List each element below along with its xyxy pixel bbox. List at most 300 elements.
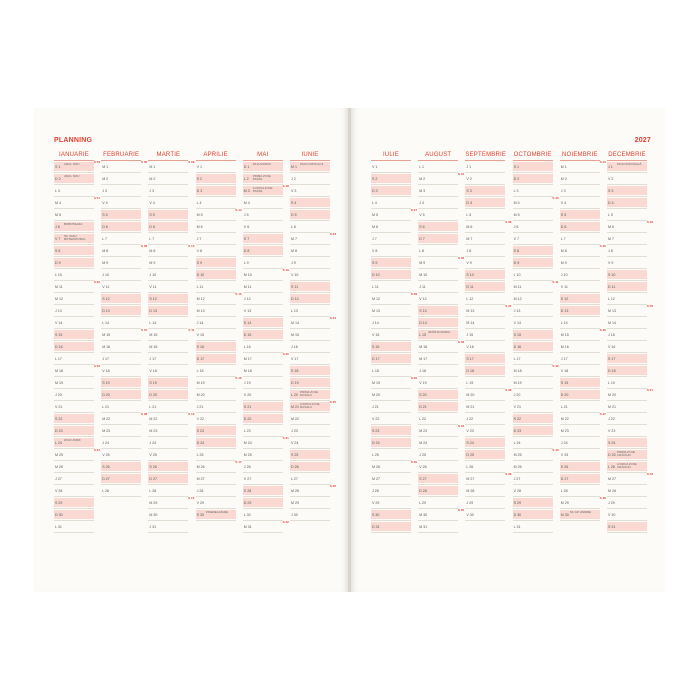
day-cell[interactable] <box>101 377 141 389</box>
day-cell[interactable] <box>371 281 411 293</box>
day-cell[interactable] <box>290 232 336 245</box>
day-cell[interactable] <box>513 413 553 425</box>
day-cell[interactable] <box>560 221 600 233</box>
day-cell[interactable] <box>418 197 458 209</box>
day-cell[interactable] <box>513 293 553 305</box>
day-cell[interactable] <box>101 401 141 413</box>
day-cell[interactable] <box>243 329 283 341</box>
day-cell[interactable] <box>465 461 505 473</box>
day-cell[interactable] <box>560 197 600 209</box>
day-cell[interactable] <box>290 497 330 509</box>
day-cell[interactable] <box>418 233 458 245</box>
day-cell[interactable] <box>465 220 512 233</box>
day-cell[interactable] <box>101 173 141 185</box>
day-cell[interactable] <box>465 257 505 269</box>
day-cell[interactable] <box>243 221 283 233</box>
day-cell[interactable] <box>290 365 330 377</box>
day-cell[interactable] <box>607 449 647 461</box>
day-cell[interactable] <box>513 341 553 353</box>
day-cell[interactable] <box>371 233 411 245</box>
day-cell[interactable] <box>148 377 188 389</box>
day-cell[interactable] <box>371 473 411 485</box>
day-cell[interactable] <box>371 521 411 533</box>
day-cell[interactable] <box>418 401 458 413</box>
day-cell[interactable] <box>513 401 553 413</box>
day-cell[interactable] <box>560 509 600 521</box>
day-cell[interactable] <box>560 293 600 305</box>
day-cell[interactable] <box>243 293 283 305</box>
day-cell[interactable] <box>243 352 289 365</box>
day-cell[interactable] <box>513 257 553 269</box>
day-cell[interactable] <box>54 509 94 521</box>
day-cell[interactable] <box>243 161 283 173</box>
day-cell[interactable] <box>371 317 411 329</box>
day-cell[interactable] <box>148 221 188 233</box>
day-cell[interactable] <box>371 365 411 377</box>
day-cell[interactable] <box>560 353 600 365</box>
day-cell[interactable] <box>418 449 458 461</box>
day-cell[interactable] <box>418 245 458 257</box>
day-cell[interactable] <box>513 437 553 449</box>
day-cell[interactable] <box>371 161 411 173</box>
day-cell[interactable] <box>465 161 505 173</box>
day-cell[interactable] <box>54 209 94 221</box>
day-cell[interactable] <box>290 400 336 413</box>
day-cell[interactable] <box>148 209 188 221</box>
day-cell[interactable] <box>418 161 458 173</box>
day-cell[interactable] <box>243 473 283 485</box>
day-cell[interactable] <box>371 269 411 281</box>
day-cell[interactable] <box>290 377 330 389</box>
day-cell[interactable] <box>148 461 188 473</box>
day-cell[interactable] <box>560 305 600 317</box>
day-cell[interactable] <box>418 473 458 485</box>
day-cell[interactable] <box>54 425 94 437</box>
day-cell[interactable] <box>607 197 647 209</box>
day-cell[interactable] <box>560 365 600 377</box>
day-cell[interactable] <box>513 389 553 401</box>
day-cell[interactable] <box>465 365 505 377</box>
day-cell[interactable] <box>513 497 553 509</box>
day-cell[interactable] <box>196 485 236 497</box>
day-cell[interactable] <box>101 221 141 233</box>
day-cell[interactable] <box>148 509 188 521</box>
day-cell[interactable] <box>196 185 236 197</box>
day-cell[interactable] <box>607 209 647 221</box>
day-cell[interactable] <box>607 377 647 389</box>
day-cell[interactable] <box>418 485 458 497</box>
day-cell[interactable] <box>101 209 141 221</box>
day-cell[interactable] <box>101 412 148 425</box>
day-cell[interactable] <box>101 473 141 485</box>
day-cell[interactable] <box>418 221 458 233</box>
day-cell[interactable] <box>418 185 458 197</box>
day-cell[interactable] <box>560 461 600 473</box>
day-cell[interactable] <box>560 449 600 461</box>
day-cell[interactable] <box>371 208 417 221</box>
day-cell[interactable] <box>101 437 141 449</box>
day-cell[interactable] <box>196 269 236 281</box>
day-cell[interactable] <box>607 472 653 485</box>
day-cell[interactable] <box>243 425 283 437</box>
day-cell[interactable] <box>196 449 236 461</box>
day-cell[interactable] <box>513 425 553 437</box>
day-cell[interactable] <box>607 388 653 401</box>
day-cell[interactable] <box>54 173 94 185</box>
day-cell[interactable] <box>54 485 94 497</box>
day-cell[interactable] <box>607 173 647 185</box>
day-cell[interactable] <box>513 185 553 197</box>
day-cell[interactable] <box>513 245 553 257</box>
day-cell[interactable] <box>371 401 411 413</box>
day-cell[interactable] <box>418 353 458 365</box>
day-cell[interactable] <box>290 293 330 305</box>
day-cell[interactable] <box>513 329 553 341</box>
day-cell[interactable] <box>465 437 505 449</box>
day-cell[interactable] <box>54 245 94 257</box>
day-cell[interactable] <box>607 485 647 497</box>
day-cell[interactable] <box>371 485 411 497</box>
day-cell[interactable] <box>101 461 141 473</box>
day-cell[interactable] <box>371 497 411 509</box>
day-cell[interactable] <box>290 197 330 209</box>
day-cell[interactable] <box>465 401 505 413</box>
day-cell[interactable] <box>290 257 330 269</box>
day-cell[interactable] <box>54 293 94 305</box>
day-cell[interactable] <box>513 280 559 293</box>
day-cell[interactable] <box>148 449 188 461</box>
day-cell[interactable] <box>148 244 195 257</box>
day-cell[interactable] <box>418 293 458 305</box>
day-cell[interactable] <box>196 437 236 449</box>
day-cell[interactable] <box>243 509 283 521</box>
day-cell[interactable] <box>196 376 242 389</box>
day-cell[interactable] <box>148 389 188 401</box>
day-cell[interactable] <box>196 197 236 209</box>
day-cell[interactable] <box>101 244 148 257</box>
day-cell[interactable] <box>196 221 236 233</box>
day-cell[interactable] <box>54 353 94 365</box>
day-cell[interactable] <box>371 245 411 257</box>
day-cell[interactable] <box>607 509 647 521</box>
day-cell[interactable] <box>243 305 283 317</box>
day-cell[interactable] <box>418 497 458 509</box>
day-cell[interactable] <box>560 401 600 413</box>
day-cell[interactable] <box>196 509 236 521</box>
day-cell[interactable] <box>371 185 411 197</box>
day-cell[interactable] <box>196 460 242 473</box>
day-cell[interactable] <box>101 449 141 461</box>
day-cell[interactable] <box>371 221 411 233</box>
day-cell[interactable] <box>148 269 188 281</box>
day-cell[interactable] <box>196 425 236 437</box>
day-cell[interactable] <box>243 413 283 425</box>
day-cell[interactable] <box>465 413 505 425</box>
day-cell[interactable] <box>560 473 600 485</box>
day-cell[interactable] <box>465 485 505 497</box>
day-cell[interactable] <box>465 269 505 281</box>
day-cell[interactable] <box>101 269 141 281</box>
day-cell[interactable] <box>290 316 336 329</box>
day-cell[interactable] <box>148 281 188 293</box>
day-cell[interactable] <box>418 209 458 221</box>
day-cell[interactable] <box>148 341 188 353</box>
day-cell[interactable] <box>54 473 94 485</box>
day-cell[interactable] <box>465 245 505 257</box>
day-cell[interactable] <box>54 389 94 401</box>
day-cell[interactable] <box>560 209 600 221</box>
day-cell[interactable] <box>418 508 465 521</box>
day-cell[interactable] <box>54 196 100 209</box>
day-cell[interactable] <box>607 220 653 233</box>
day-cell[interactable] <box>513 473 553 485</box>
day-cell[interactable] <box>54 257 94 269</box>
day-cell[interactable] <box>196 317 236 329</box>
day-cell[interactable] <box>196 329 236 341</box>
day-cell[interactable] <box>607 329 647 341</box>
day-cell[interactable] <box>54 497 94 509</box>
day-cell[interactable] <box>465 353 505 365</box>
day-cell[interactable] <box>196 401 236 413</box>
day-cell[interactable] <box>465 329 505 341</box>
day-cell[interactable] <box>148 437 188 449</box>
day-cell[interactable] <box>243 317 283 329</box>
day-cell[interactable] <box>148 401 188 413</box>
day-cell[interactable] <box>607 413 647 425</box>
day-cell[interactable] <box>148 473 188 485</box>
day-cell[interactable] <box>54 437 94 449</box>
day-cell[interactable] <box>418 461 458 473</box>
day-cell[interactable] <box>513 305 553 317</box>
day-cell[interactable] <box>513 221 553 233</box>
day-cell[interactable] <box>290 209 330 221</box>
day-cell[interactable] <box>243 436 289 449</box>
day-cell[interactable] <box>371 460 417 473</box>
day-cell[interactable] <box>196 473 236 485</box>
day-cell[interactable] <box>560 281 600 293</box>
day-cell[interactable] <box>243 184 289 197</box>
day-cell[interactable] <box>196 161 236 173</box>
day-cell[interactable] <box>148 257 188 269</box>
day-cell[interactable] <box>243 485 283 497</box>
day-cell[interactable] <box>465 449 505 461</box>
day-cell[interactable] <box>607 353 647 365</box>
day-cell[interactable] <box>54 233 94 245</box>
day-cell[interactable] <box>418 521 458 533</box>
day-cell[interactable] <box>465 293 505 305</box>
day-cell[interactable] <box>243 449 283 461</box>
day-cell[interactable] <box>607 461 647 473</box>
day-cell[interactable] <box>465 281 505 293</box>
day-cell[interactable] <box>196 389 236 401</box>
day-cell[interactable] <box>560 173 600 185</box>
day-cell[interactable] <box>243 401 283 413</box>
day-cell[interactable] <box>607 425 647 437</box>
day-cell[interactable] <box>101 485 141 497</box>
day-cell[interactable] <box>513 364 559 377</box>
day-cell[interactable] <box>465 472 512 485</box>
day-cell[interactable] <box>290 425 330 437</box>
day-cell[interactable] <box>465 173 505 185</box>
day-cell[interactable] <box>148 353 188 365</box>
day-cell[interactable] <box>101 185 141 197</box>
day-cell[interactable] <box>148 365 188 377</box>
day-cell[interactable] <box>196 353 236 365</box>
day-cell[interactable] <box>243 365 283 377</box>
day-cell[interactable] <box>196 305 236 317</box>
day-cell[interactable] <box>560 160 606 173</box>
day-cell[interactable] <box>196 257 236 269</box>
day-cell[interactable] <box>418 329 458 341</box>
day-cell[interactable] <box>465 377 505 389</box>
day-cell[interactable] <box>513 173 553 185</box>
day-cell[interactable] <box>101 233 141 245</box>
day-cell[interactable] <box>243 257 283 269</box>
day-cell[interactable] <box>148 485 188 497</box>
day-cell[interactable] <box>513 196 559 209</box>
day-cell[interactable] <box>148 173 188 185</box>
day-cell[interactable] <box>607 233 647 245</box>
day-cell[interactable] <box>607 245 647 257</box>
day-cell[interactable] <box>418 437 458 449</box>
day-cell[interactable] <box>418 305 458 317</box>
day-cell[interactable] <box>196 233 236 245</box>
day-cell[interactable] <box>148 293 188 305</box>
day-cell[interactable] <box>54 329 94 341</box>
day-cell[interactable] <box>607 161 647 173</box>
day-cell[interactable] <box>243 520 289 533</box>
day-cell[interactable] <box>418 269 458 281</box>
day-cell[interactable] <box>560 485 600 497</box>
day-cell[interactable] <box>243 209 283 221</box>
day-cell[interactable] <box>607 401 647 413</box>
day-cell[interactable] <box>465 197 505 209</box>
day-cell[interactable] <box>465 388 512 401</box>
day-cell[interactable] <box>196 365 236 377</box>
day-cell[interactable] <box>243 268 289 281</box>
day-cell[interactable] <box>290 461 330 473</box>
day-cell[interactable] <box>465 425 505 437</box>
day-cell[interactable] <box>101 197 141 209</box>
day-cell[interactable] <box>371 437 411 449</box>
day-cell[interactable] <box>101 160 148 173</box>
day-cell[interactable] <box>290 269 330 281</box>
day-cell[interactable] <box>418 389 458 401</box>
day-cell[interactable] <box>560 412 606 425</box>
day-cell[interactable] <box>290 305 330 317</box>
day-cell[interactable] <box>196 281 236 293</box>
day-cell[interactable] <box>607 341 647 353</box>
day-cell[interactable] <box>560 341 600 353</box>
day-cell[interactable] <box>243 497 283 509</box>
day-cell[interactable] <box>560 425 600 437</box>
day-cell[interactable] <box>290 473 330 485</box>
day-cell[interactable] <box>148 521 188 533</box>
day-cell[interactable] <box>101 305 141 317</box>
day-cell[interactable] <box>290 449 330 461</box>
day-cell[interactable] <box>371 173 411 185</box>
day-cell[interactable] <box>196 413 236 425</box>
day-cell[interactable] <box>513 448 559 461</box>
day-cell[interactable] <box>607 497 647 509</box>
day-cell[interactable] <box>371 425 411 437</box>
day-cell[interactable] <box>148 160 195 173</box>
day-cell[interactable] <box>196 245 236 257</box>
day-cell[interactable] <box>607 304 653 317</box>
day-cell[interactable] <box>290 509 330 521</box>
day-cell[interactable] <box>465 185 505 197</box>
day-cell[interactable] <box>54 521 94 533</box>
day-cell[interactable] <box>465 509 505 521</box>
day-cell[interactable] <box>513 317 553 329</box>
day-cell[interactable] <box>54 317 94 329</box>
day-cell[interactable] <box>54 364 100 377</box>
day-cell[interactable] <box>196 497 236 509</box>
day-cell[interactable] <box>560 328 606 341</box>
day-cell[interactable] <box>513 377 553 389</box>
day-cell[interactable] <box>560 437 600 449</box>
day-cell[interactable] <box>54 305 94 317</box>
day-cell[interactable] <box>418 317 458 329</box>
day-cell[interactable] <box>465 209 505 221</box>
day-cell[interactable] <box>54 185 94 197</box>
day-cell[interactable] <box>148 233 188 245</box>
day-cell[interactable] <box>607 257 647 269</box>
day-cell[interactable] <box>54 448 100 461</box>
day-cell[interactable] <box>418 256 465 269</box>
day-cell[interactable] <box>371 376 417 389</box>
day-cell[interactable] <box>148 328 195 341</box>
day-cell[interactable] <box>513 269 553 281</box>
day-cell[interactable] <box>290 221 330 233</box>
day-cell[interactable] <box>290 245 330 257</box>
day-cell[interactable] <box>101 281 141 293</box>
day-cell[interactable] <box>101 341 141 353</box>
day-cell[interactable] <box>243 197 283 209</box>
day-cell[interactable] <box>54 269 94 281</box>
day-cell[interactable] <box>290 341 330 353</box>
day-cell[interactable] <box>243 461 283 473</box>
day-cell[interactable] <box>607 437 647 449</box>
day-cell[interactable] <box>560 244 606 257</box>
day-cell[interactable] <box>243 341 283 353</box>
day-cell[interactable] <box>290 437 330 449</box>
day-cell[interactable] <box>371 329 411 341</box>
day-cell[interactable] <box>148 305 188 317</box>
day-cell[interactable] <box>54 377 94 389</box>
day-cell[interactable] <box>513 353 553 365</box>
day-cell[interactable] <box>465 233 505 245</box>
day-cell[interactable] <box>513 161 553 173</box>
day-cell[interactable] <box>243 173 283 185</box>
day-cell[interactable] <box>290 281 330 293</box>
day-cell[interactable] <box>54 401 94 413</box>
day-cell[interactable] <box>54 160 100 173</box>
day-cell[interactable] <box>513 233 553 245</box>
day-cell[interactable] <box>513 485 553 497</box>
day-cell[interactable] <box>371 509 411 521</box>
day-cell[interactable] <box>418 377 458 389</box>
day-cell[interactable] <box>560 496 606 509</box>
day-cell[interactable] <box>607 281 647 293</box>
day-cell[interactable] <box>418 172 465 185</box>
day-cell[interactable] <box>371 413 411 425</box>
day-cell[interactable] <box>243 245 283 257</box>
day-cell[interactable] <box>607 269 647 281</box>
day-cell[interactable] <box>148 412 195 425</box>
day-cell[interactable] <box>607 317 647 329</box>
day-cell[interactable] <box>196 208 242 221</box>
